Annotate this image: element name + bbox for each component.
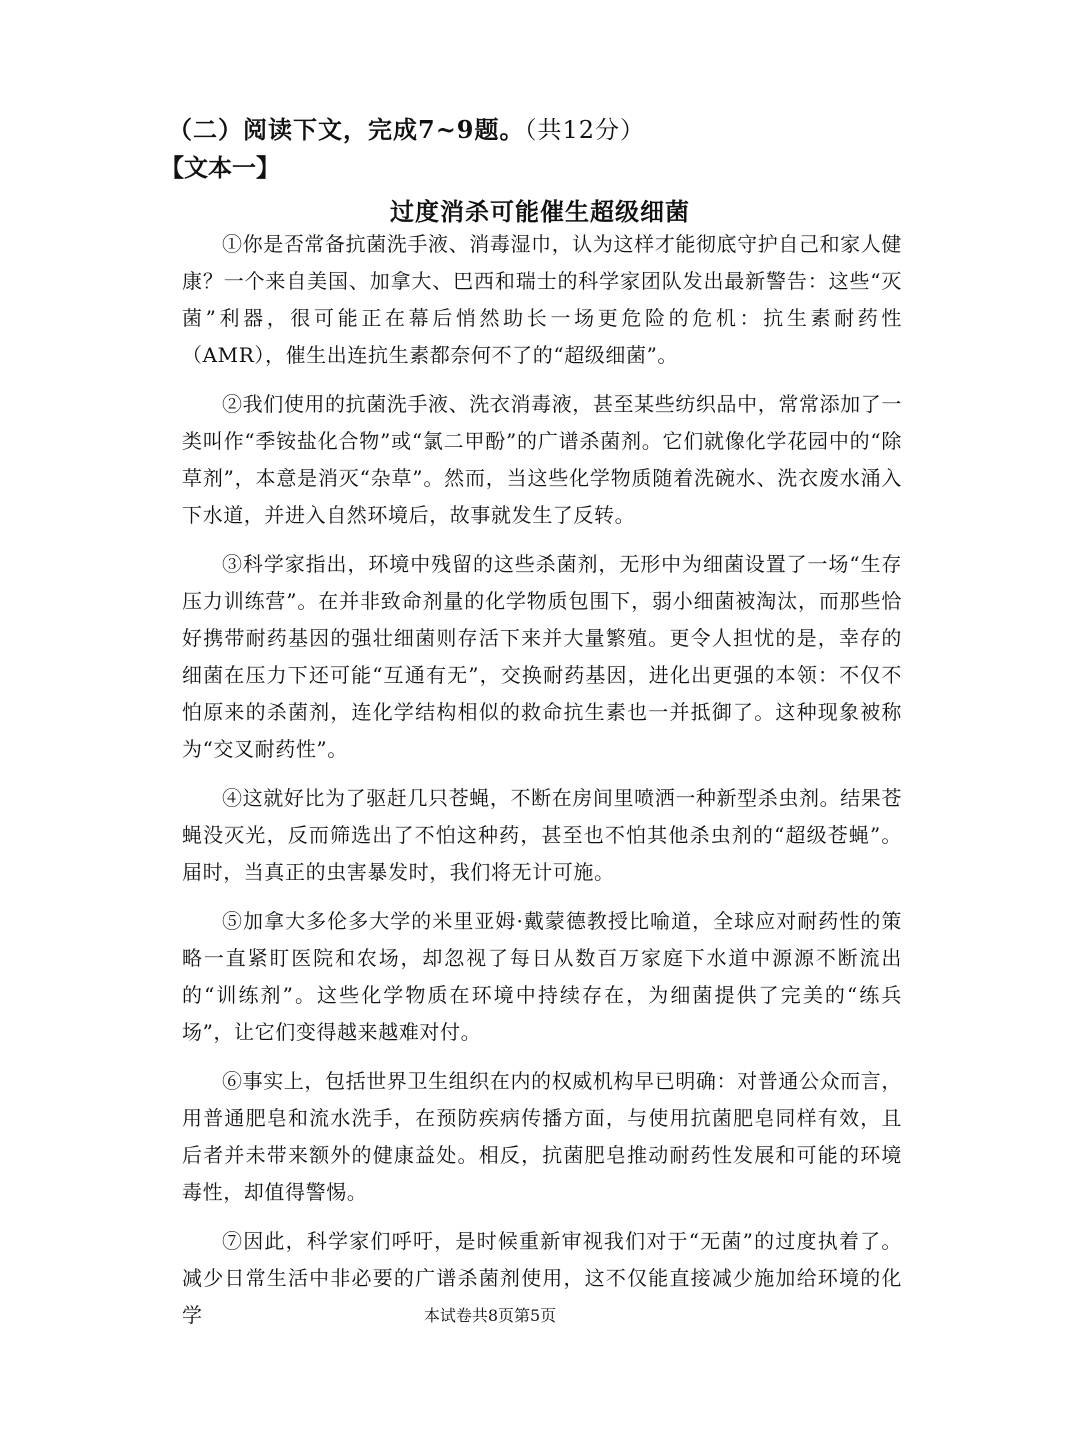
paragraph-4: ④这就好比为了驱赶几只苍蝇，不断在房间里喷洒一种新型杀虫剂。结果苍蝇没灭光，反而筛选出了不怕这种药，甚至也不怕其他杀虫剂的“超级苍蝇”。届时，当真正的虫害暴发时，我们将无计可施。 (182, 786, 902, 884)
section-heading-text: （二）阅读下文，完成7~9题。 (168, 115, 525, 144)
page-footer: 本试卷共8页第5页 (423, 1306, 557, 1325)
paragraph-2: ②我们使用的抗菌洗手液、洗衣消毒液，甚至某些纺织品中，常常添加了一类叫作“季铵盐化合物”或“氯二甲酚”的广谱杀菌剂。它们就像化学花园中的“除草剂”，本意是消灭“杂草”。然而，当这些化学物质随着洗碗水、洗衣废水涌入下水道，并进入自然环境后，故事就发生了反转。 (182, 392, 902, 527)
article-title: 过度消杀可能催生超级细菌 (390, 197, 690, 226)
paragraph-5: ⑤加拿大多伦多大学的米里亚姆·戴蒙德教授比喻道，全球应对耐药性的策略一直紧盯医院和农场，却忽视了每日从数百万家庭下水道中源源不断流出的“训练剂”。这些化学物质在环境中持续存在，为细菌提供了完美的“练兵场”，让它们变得越来越难对付。 (182, 909, 902, 1044)
text-one-label: 【文本一】 (160, 153, 280, 182)
paragraph-3: ③科学家指出，环境中残留的这些杀菌剂，无形中为细菌设置了一场“生存压力训练营”。在并非致命剂量的化学物质包围下，弱小细菌被淘汰，而那些恰好携带耐药基因的强壮细菌则存活下来并大量繁殖。更令人担忧的是，幸存的细菌在压力下还可能“互通有无”，交换耐药基因，进化出更强的本领：不仅不怕原来的杀菌剂，连化学结构相似的救命抗生素也一并抵御了。这种现象被称为“交叉耐药性”。 (182, 552, 902, 761)
paragraph-1: ①你是否常备抗菌洗手液、消毒湿巾，认为这样才能彻底守护自己和家人健康？一个来自美国、加拿大、巴西和瑞士的科学家团队发出最新警告：这些“灭菌”利器，很可能正在幕后悄然助长一场更危险的危机：抗生素耐药性（AMR），催生出连抗生素都奈何不了的“超级细菌”。 (182, 232, 902, 367)
paragraph-6: ⑥事实上，包括世界卫生组织在内的权威机构早已明确：对普通公众而言，用普通肥皂和流水洗手，在预防疾病传播方面，与使用抗菌肥皂同样有效，且后者并未带来额外的健康益处。相反，抗菌肥皂推动耐药性发展和可能的环境毒性，却值得警惕。 (182, 1069, 902, 1204)
article-body (182, 226, 902, 1346)
paragraph-7: ⑦因此，科学家们呼吁，是时候重新审视我们对于“无菌”的过度执着了。减少日常生活中非必要的广谱杀菌剂使用，这不仅能直接减少施加给环境的化学 (182, 1229, 902, 1327)
section-heading (168, 112, 645, 148)
section-score: （共12分） (524, 116, 646, 144)
